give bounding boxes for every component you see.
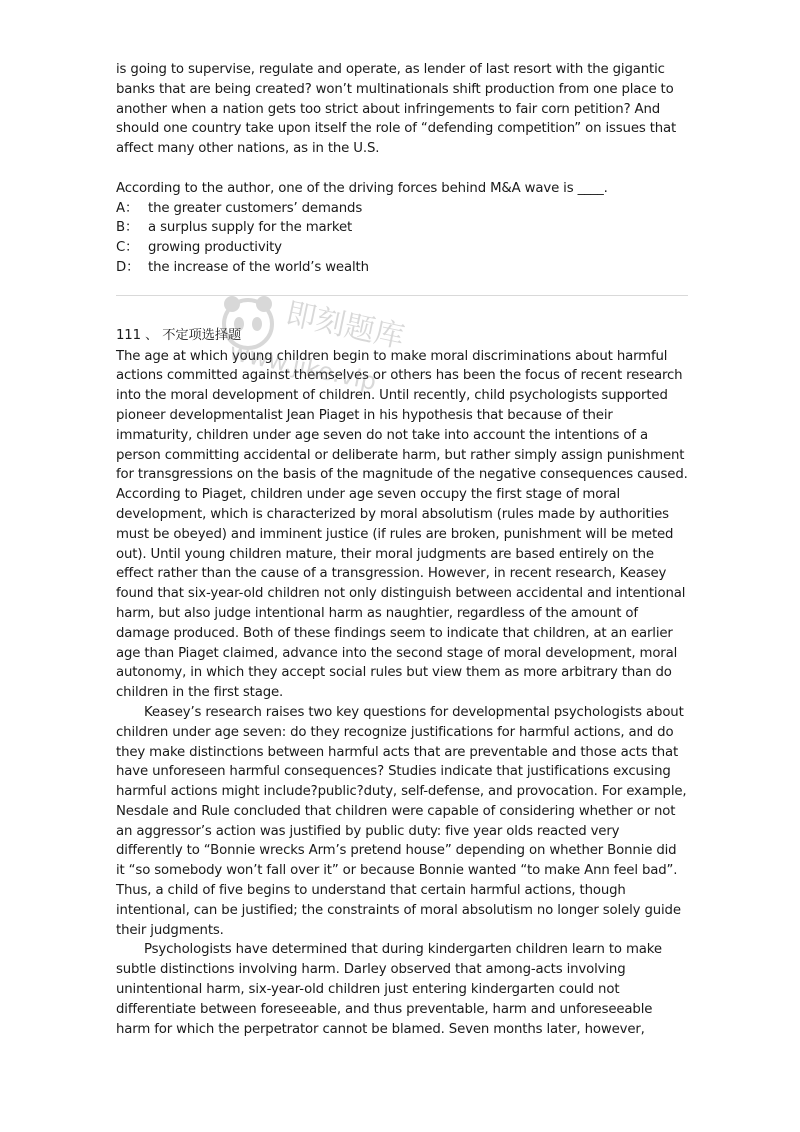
option-letter: D： xyxy=(116,259,140,275)
document-page xyxy=(116,60,688,1039)
option-letter: A： xyxy=(116,200,139,216)
option-letter: C： xyxy=(116,240,139,256)
passage-paragraph-2: Keasey’s research raises two key questions for developmental psychologists about children under age seven: do they recognize justifications for harmful actions, and do they make distinctions between harmful acts that are preventable and those acts that have unforeseen harmful consequences? Studies indicate that justifications excusing harmful actions might include?public?duty, self-defense, and provocation. For example, Nesdale and Rule concluded that children were capable of considering whether or not an aggressor’s action was justified by public duty: five year olds reacted very differently to “Bonnie wrecks Arm’s pretend house” depending on whether Bonnie did it “so somebody won’t fall over it” or because Bonnie wanted “to make Ann feel bad”. Thus, a child of five begins to understand that certain harmful actions, though intentional, can be justified; the constraints of moral absolutism no longer solely guide their judgments. xyxy=(116,704,687,938)
passage-paragraph-1: The age at which young children begin to make moral discriminations about harmful actions committed against themselves or others has been the focus of recent research into the moral development of children. Until recently, child psychologists supported pioneer developmentalist Jean Piaget in his hypothesis that because of their immaturity, children under age seven do not take into account the intentions of a person committing accidental or deliberate harm, but rather simply assign punishment for transgressions on the basis of the magnitude of the negative consequences caused. According to Piaget, children under age seven occupy the first stage of moral development, which is characterized by moral absolutism (rules made by authorities must be obeyed) and imminent justice (if rules are broken, punishment will be meted out). Until young children mature, their moral judgments are based entirely on the effect rather than the cause of a transgression. However, in recent research, Keasey found that six-year-old children not only distinguish between accidental and intentional harm, but also judge intentional harm as naughtier, regardless of the amount of damage produced. Both of these findings seem to indicate that children, at an earlier age than Piaget claimed, advance into the second stage of moral development, moral autonomy, in which they accept social rules but view them as more arbitrary than do children in the first stage. xyxy=(116,348,688,701)
option-c xyxy=(116,238,688,258)
intro-paragraph: is going to supervise, regulate and operate, as lender of last resort with the gigantic banks that are being created? won’t multinationals shift production from one place to another when a nation gets too strict about infringements to fair corn petition? And should one country take upon itself the role of “defending competition” on issues that affect many other nations, as in the U.S. xyxy=(116,62,677,157)
spacer xyxy=(116,159,688,179)
option-letter: B： xyxy=(116,220,139,236)
question-header: 111 、 不定项选择题 xyxy=(116,327,242,343)
option-text: the greater customers’ demands xyxy=(148,200,363,216)
passage-paragraph-3: Psychologists have determined that during kindergarten children learn to make subtle distinctions involving harm. Darley observed that among-acts involving unintentional harm, six-year-old children just entering kindergarten could not differentiate between foreseeable, and thus preventable, harm and unforeseeable harm for which the perpetrator cannot be blamed. Seven months later, however, xyxy=(116,942,662,1037)
option-text: a surplus supply for the market xyxy=(148,220,353,236)
option-text: growing productivity xyxy=(148,240,282,256)
watermark-url: www.jike.vip xyxy=(227,337,379,397)
question-stem: According to the author, one of the driving forces behind M&A wave is ____. xyxy=(116,180,608,196)
option-text: the increase of the world’s wealth xyxy=(148,259,369,275)
option-a xyxy=(116,199,688,219)
option-b xyxy=(116,218,688,238)
section-divider xyxy=(116,295,688,296)
watermark-brand: 即刻题库 xyxy=(282,296,408,356)
option-d xyxy=(116,258,688,278)
